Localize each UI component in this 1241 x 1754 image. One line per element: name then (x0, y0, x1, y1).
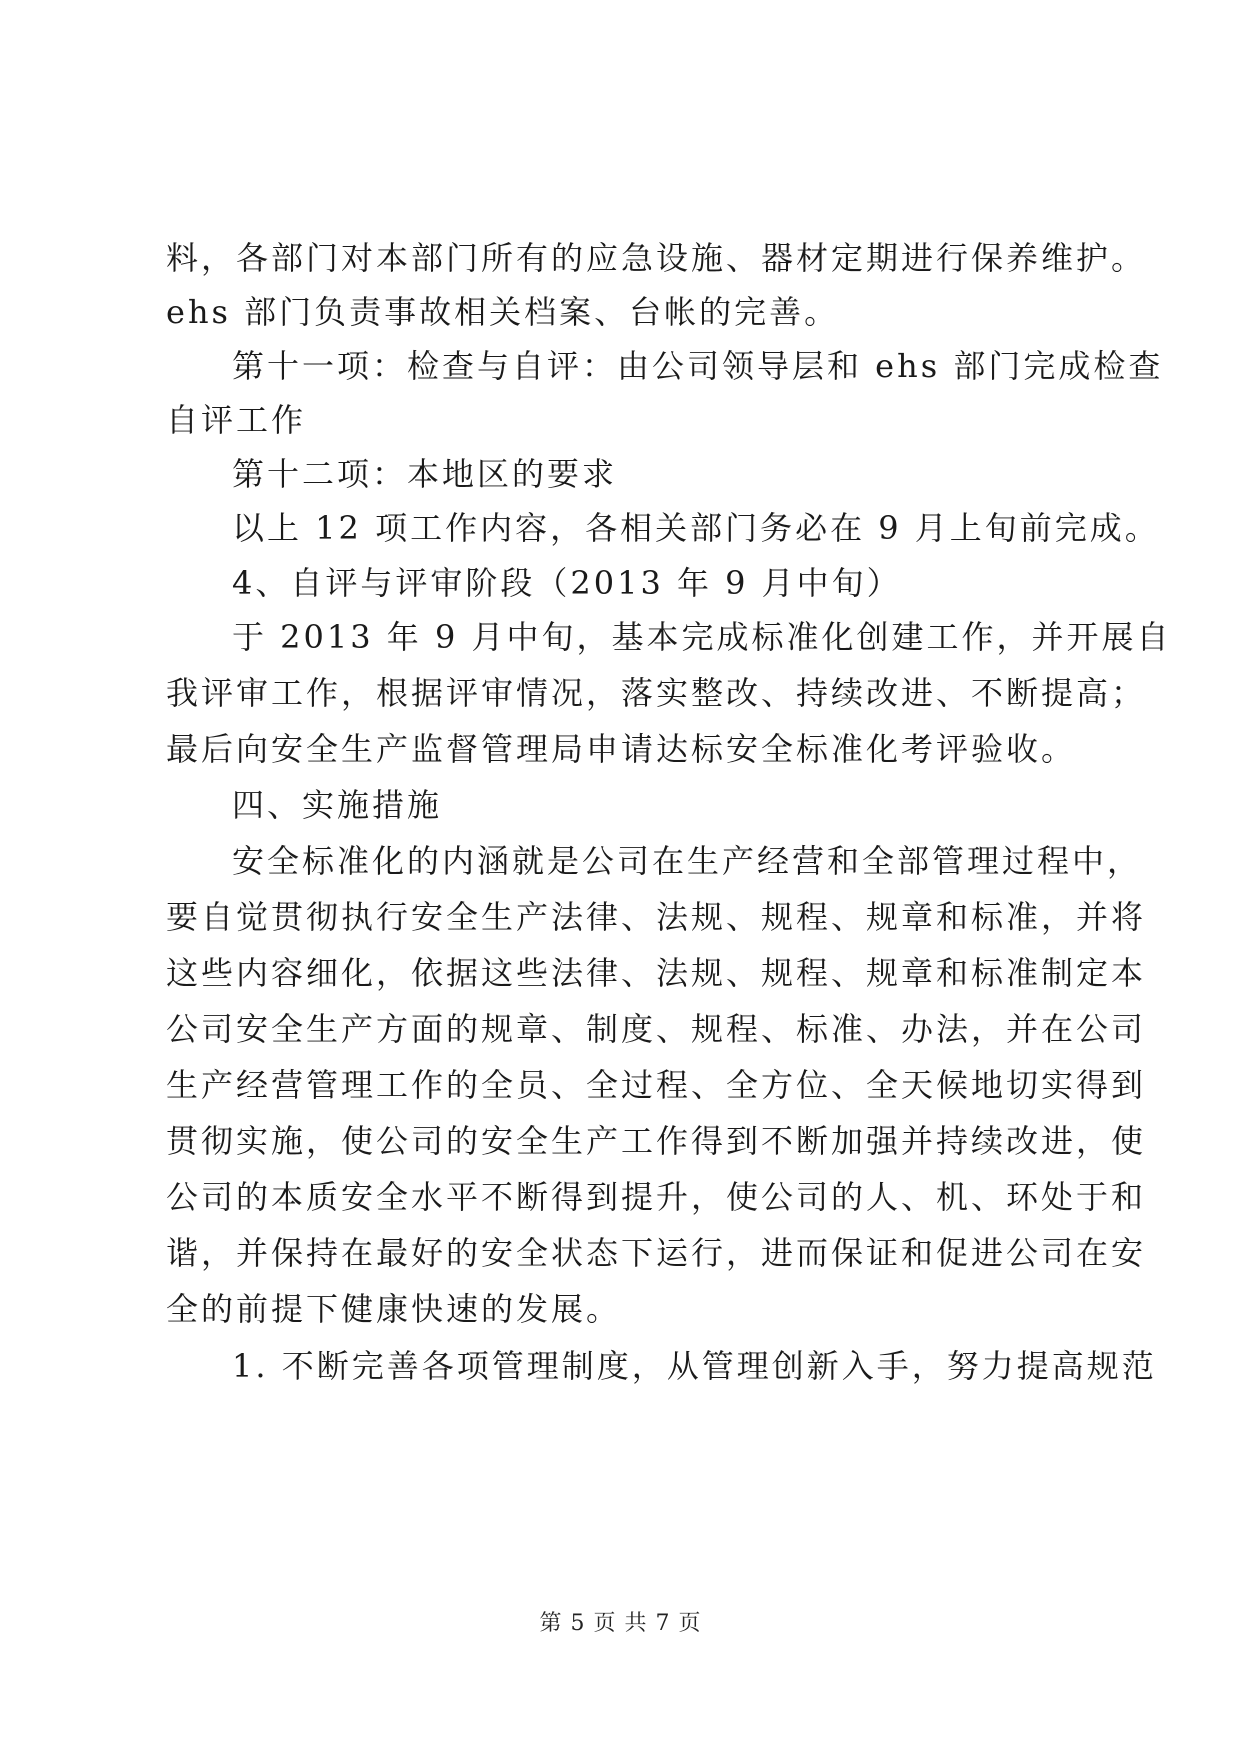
paragraph-line: 于 2013 年 9 月中旬，基本完成标准化创建工作，并开展自 (232, 618, 1172, 656)
paragraph-line: 安全标准化的内涵就是公司在生产经营和全部管理过程中， (232, 842, 1143, 880)
paragraph-line: 料，各部门对本部门所有的应急设施、器材定期进行保养维护。 (166, 239, 1147, 277)
section-heading: 四、实施措施 (232, 786, 443, 824)
page-number-footer: 第 5 页 共 7 页 (539, 1611, 702, 1636)
paragraph-line: 第十一项：检查与自评：由公司领导层和 ehs 部门完成检查 (232, 347, 1164, 385)
paragraph-line: 第十二项：本地区的要求 (232, 455, 618, 493)
paragraph-line: 这些内容细化，依据这些法律、法规、规程、规章和标准制定本 (166, 954, 1147, 992)
paragraph-line: 全的前提下健康快速的发展。 (166, 1290, 622, 1328)
paragraph-line: 自评工作 (166, 401, 307, 439)
paragraph-line: 生产经营管理工作的全员、全过程、全方位、全天候地切实得到 (166, 1066, 1147, 1104)
paragraph-line: 谐，并保持在最好的安全状态下运行，进而保证和促进公司在安 (166, 1234, 1147, 1272)
paragraph-line: 以上 12 项工作内容，各相关部门务必在 9 月上旬前完成。 (232, 509, 1160, 547)
paragraph-line: 1. 不断完善各项管理制度，从管理创新入手，努力提高规范 (232, 1347, 1157, 1385)
paragraph-line: 要自觉贯彻执行安全生产法律、法规、规程、规章和标准，并将 (166, 898, 1147, 936)
paragraph-line: 我评审工作，根据评审情况，落实整改、持续改进、不断提高； (166, 674, 1147, 712)
paragraph-line: 公司安全生产方面的规章、制度、规程、标准、办法，并在公司 (166, 1010, 1147, 1048)
paragraph-line: ehs 部门负责事故相关档案、台帐的完善。 (166, 293, 840, 331)
paragraph-line: 公司的本质安全水平不断得到提升，使公司的人、机、环处于和 (166, 1178, 1147, 1216)
paragraph-line: 最后向安全生产监督管理局申请达标安全标准化考评验收。 (166, 730, 1077, 768)
paragraph-line: 贯彻实施，使公司的安全生产工作得到不断加强并持续改进，使 (166, 1122, 1147, 1160)
paragraph-line: 4、自评与评审阶段（2013 年 9 月中旬） (232, 564, 902, 602)
